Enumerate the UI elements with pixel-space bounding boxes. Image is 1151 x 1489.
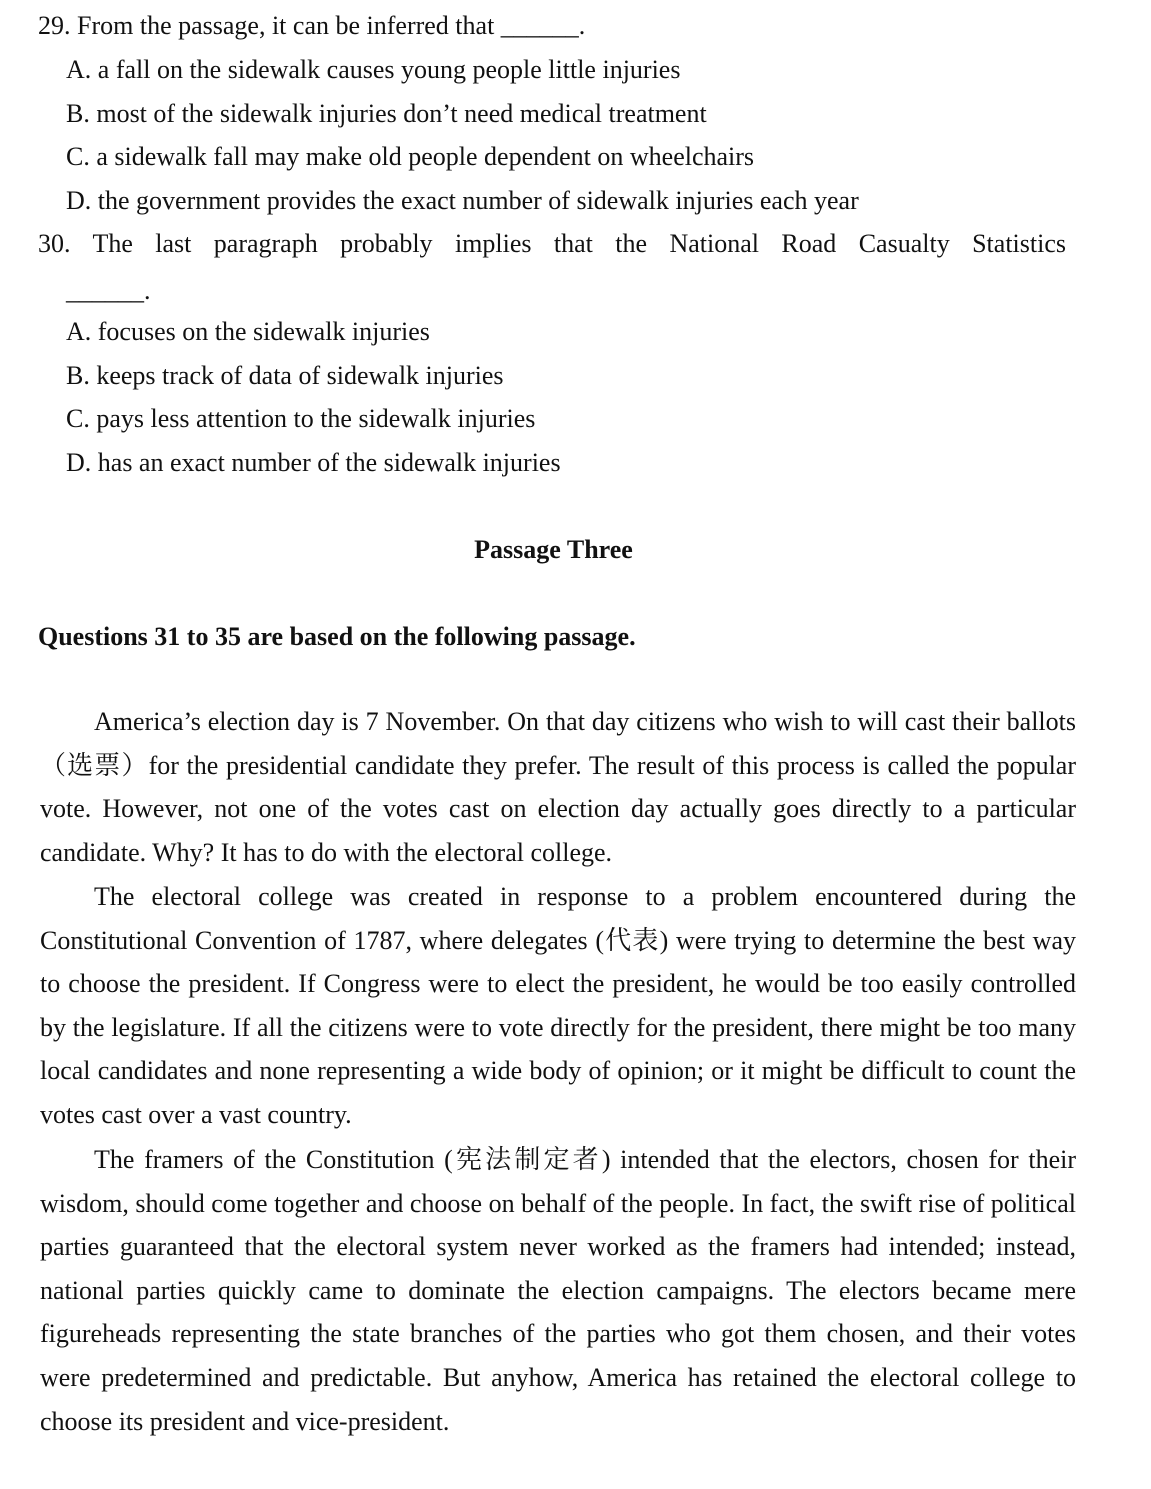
passage-paragraph-3: The framers of the Constitution (宪法制定者) intended that the electors, chosen for their wisdom, should come together and choose on behalf of the people. In fact, the swift rise of political parties guaranteed that the electoral system never worked as the framers had intended; instead, national parties quickly came to dominate the election campaigns. The electors became mere figureheads representing the state branches of the parties who got them chosen, and their votes were predetermined and predictable. But anyhow, America has retained the electoral college to choose its president and vice-president. [40,1145,1076,1436]
question-29-option-d: D. the government provides the exact number of sidewalk injuries each year [66,186,859,215]
question-30-stem: 30. The last paragraph probably implies that the National Road Casualty Statistics [38,229,1066,258]
question-29-option-c: C. a sidewalk fall may make old people dependent on wheelchairs [66,142,755,171]
passage-paragraph-2: The electoral college was created in response to a problem encountered during the Constitutional Convention of 1787, where delegates (代表) were trying to determine the best way to choose the president. If Congress were to elect the president, he would be too easily controlled by the legislature. If all the citizens were to vote directly for the president, there might be too many local candidates and none representing a wide body of opinion; or it might be difficult to count the votes cast over a vast country. [40,882,1076,1129]
passage-paragraph-1: America’s election day is 7 November. On that day citizens who wish to will cast their ballots（选票）for the presidential candidate they prefer. The result of this process is called the popular vote. However, not one of the votes cast on election day actually goes directly to a particular candidate. Why? It has to do with the electoral college. [40,707,1076,867]
question-29-option-b: B. most of the sidewalk injuries don’t need medical treatment [66,99,707,128]
question-30-option-b: B. keeps track of data of sidewalk injuries [66,361,504,390]
question-30-option-d: D. has an exact number of the sidewalk injuries [66,448,561,477]
question-30-option-a: A. focuses on the sidewalk injuries [66,317,430,346]
passage-instruction: Questions 31 to 35 are based on the following passage. [38,622,636,651]
question-30-option-c: C. pays less attention to the sidewalk injuries [66,404,536,433]
question-29-option-a: A. a fall on the sidewalk causes young people little injuries [66,55,681,84]
passage-title: Passage Three [474,535,633,564]
question-29-stem: 29. From the passage, it can be inferred that ______. [38,11,586,40]
question-30-blank: ______. [66,276,151,305]
